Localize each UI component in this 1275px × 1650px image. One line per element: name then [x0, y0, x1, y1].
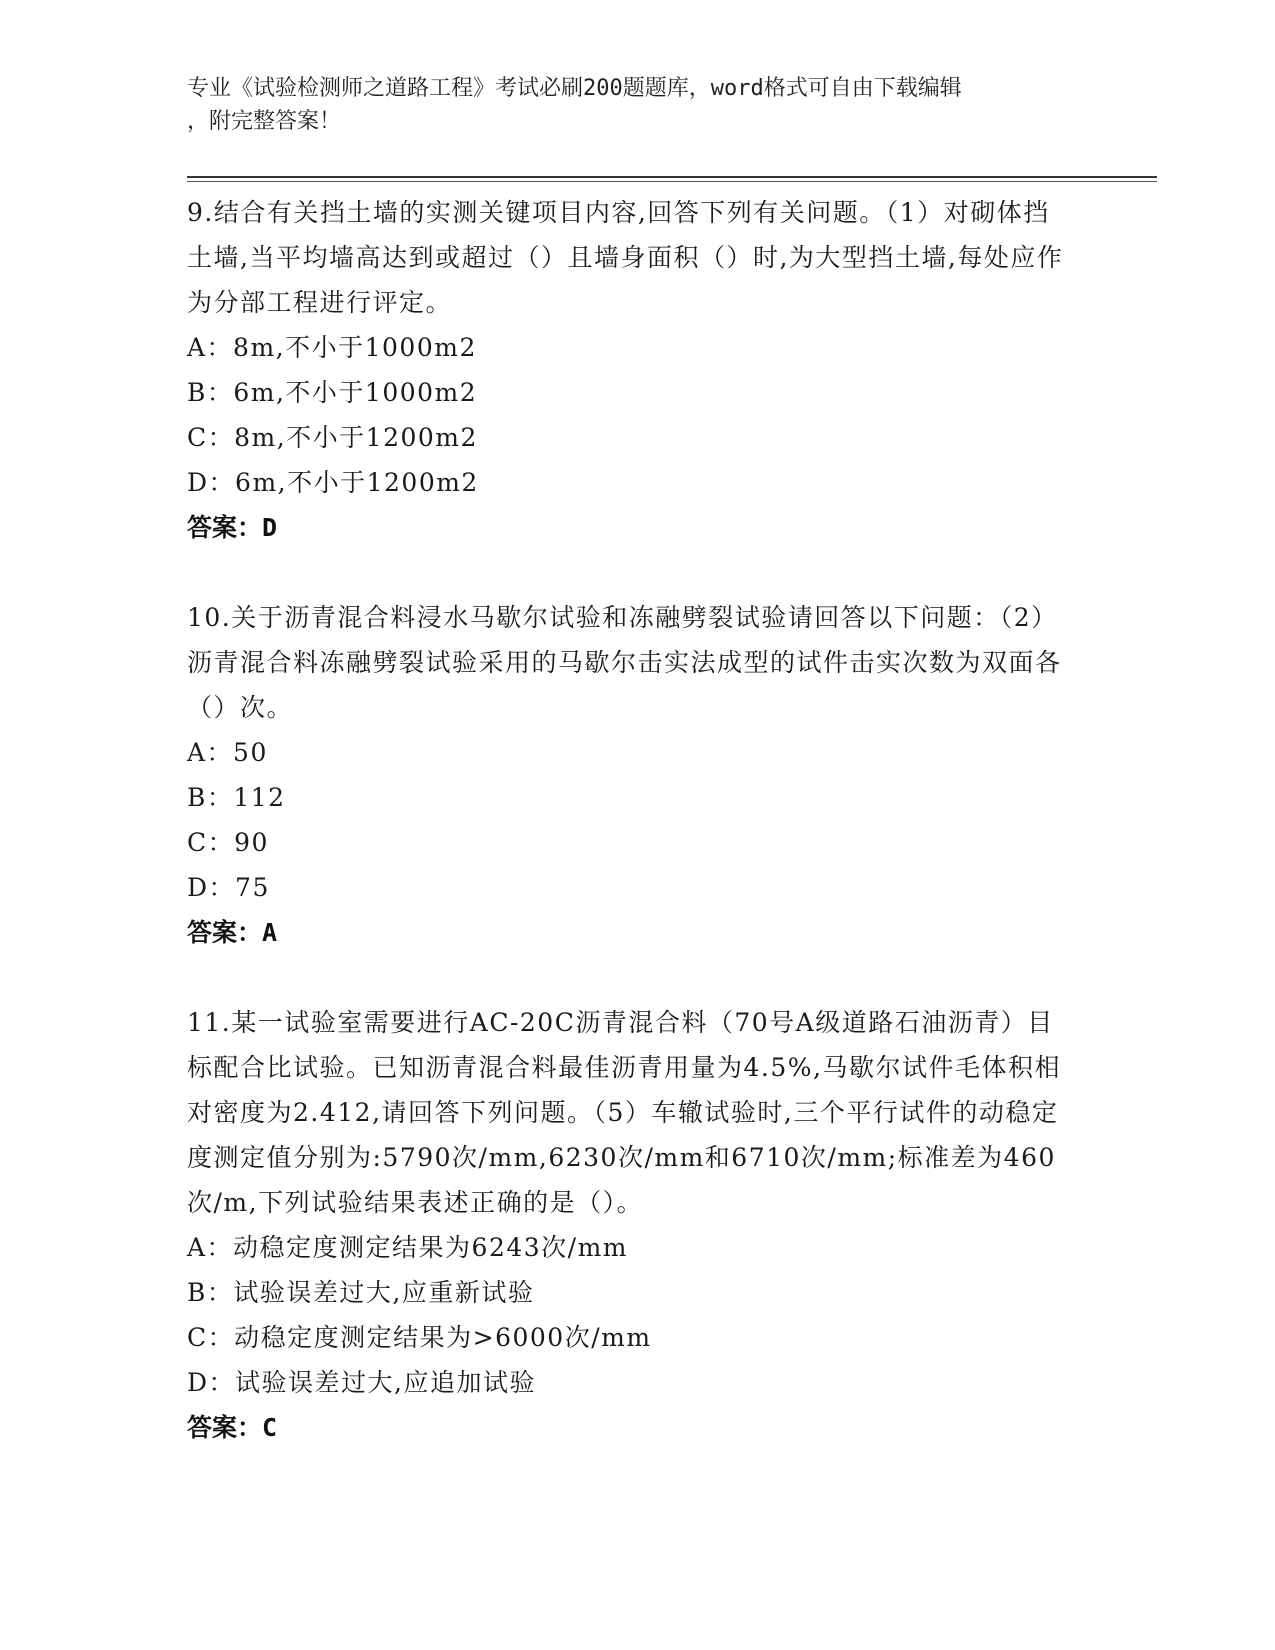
- question-11: [187, 1000, 1087, 1450]
- option-b: B：试验误差过大,应重新试验: [187, 1278, 535, 1307]
- option-d: D：6m,不小于1200m2: [187, 468, 479, 497]
- header-line-2: ，附完整答案！: [187, 109, 342, 134]
- header-line-1: 专业《试验检测师之道路工程》考试必刷200题题库，word格式可自由下载编辑: [187, 76, 962, 101]
- answer-label: 答案：C: [187, 1413, 278, 1442]
- question-stem: 10.关于沥青混合料浸水马歇尔试验和冻融劈裂试验请回答以下问题：（2）沥青混合料冻融劈裂试验采用的马歇尔击实法成型的试件击实次数为双面各（）次。: [187, 603, 1062, 722]
- option-d: D：75: [187, 873, 270, 902]
- option-a: A：动稳定度测定结果为6243次/mm: [187, 1233, 629, 1262]
- document-header: [187, 72, 1087, 138]
- option-b: B：112: [187, 783, 286, 812]
- option-d: D：试验误差过大,应追加试验: [187, 1368, 536, 1397]
- question-stem: 9.结合有关挡土墙的实测关键项目内容,回答下列有关问题。（1）对砌体挡土墙,当平均墙高达到或超过（）且墙身面积（）时,为大型挡土墙,每处应作为分部工程进行评定。: [187, 198, 1064, 317]
- option-a: A：8m,不小于1000m2: [187, 333, 477, 362]
- option-c: C：8m,不小于1200m2: [187, 423, 478, 452]
- option-c: C：动稳定度测定结果为>6000次/mm: [187, 1323, 652, 1352]
- question-stem: 11.某一试验室需要进行AC-20C沥青混合料（70号A级道路石油沥青）目标配合比试验。已知沥青混合料最佳沥青用量为4.5%,马歇尔试件毛体积相对密度为2.412,请回答下列问题。（5）车辙试验时,三个平行试件的动稳定度测定值分别为:5790次/mm,6230次/mm和6710次/mm;标准差为460次/m,下列试验结果表述正确的是（）。: [187, 1008, 1061, 1217]
- option-b: B：6m,不小于1000m2: [187, 378, 478, 407]
- question-9: [187, 190, 1087, 550]
- answer-label: 答案：A: [187, 918, 278, 947]
- option-c: C：90: [187, 828, 269, 857]
- question-10: [187, 595, 1087, 955]
- question-list: [187, 190, 1087, 1495]
- header-divider-thin: [187, 181, 1157, 182]
- header-divider-thick: [187, 176, 1157, 178]
- answer-label: 答案：D: [187, 513, 278, 542]
- option-a: A：50: [187, 738, 268, 767]
